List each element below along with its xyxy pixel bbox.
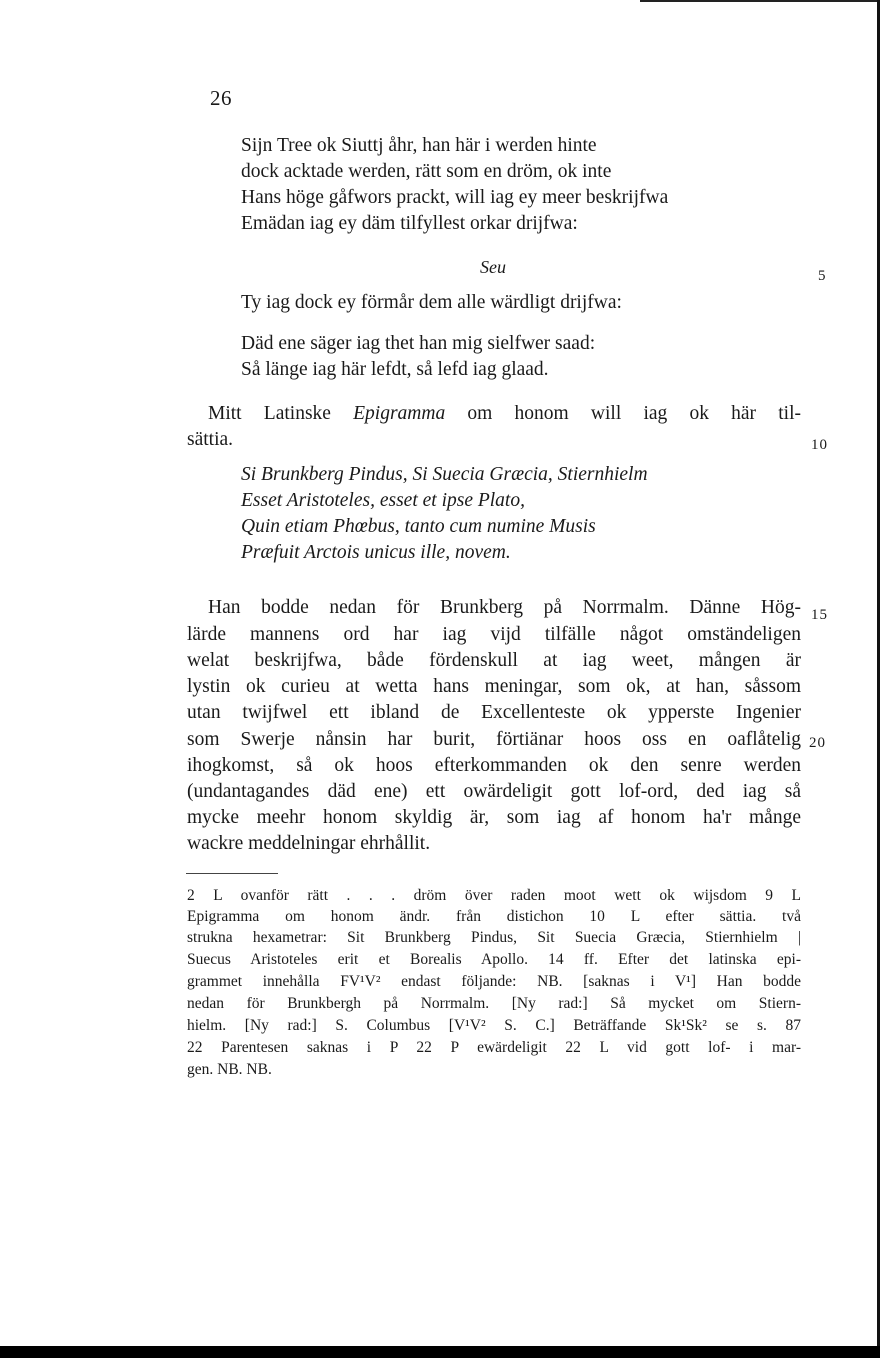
prose-line: (undantagandes däd ene) ett owärdeligit gott lof-ord, ded iag så <box>187 781 801 802</box>
scan-edge-top <box>640 0 880 2</box>
footnote-line: Suecus Aristoteles erit et Borealis Apollo. 14 ff. Efter det latinska epi- <box>187 951 801 968</box>
verse-line: Hans höge gåfwors prackt, will iag ey meer beskrijfwa <box>241 187 669 208</box>
footnote-line: nedan för Brunkbergh på Norrmalm. [Ny rad:] Så mycket om Stiern- <box>187 995 801 1012</box>
prose-line: welat beskrijfwa, både fördenskull at iag weet, mången är <box>187 650 801 671</box>
page-number: 26 <box>210 86 232 110</box>
intro-text-before: Mitt Latinske <box>208 403 354 424</box>
intro-text-after: om honom will iag ok här til- <box>445 403 801 424</box>
seu-heading: Seu <box>480 257 506 277</box>
verse-line: Sijn Tree ok Siuttj åhr, han här i werden hinte <box>241 135 597 156</box>
footnote-line: gen. NB. NB. <box>187 1061 272 1078</box>
variant-verse-line: Ty iag dock ey förmår dem alle wärdligt drijfwa: <box>241 292 622 313</box>
line-number: 10 <box>811 437 828 453</box>
latin-line: Esset Aristoteles, esset et ipse Plato, <box>241 490 525 511</box>
prose-line: mycke meehr honom skyldig är, som iag af honom ha'r månge <box>187 807 801 828</box>
footnote-line: 22 Parentesen saknas i P 22 P ewärdeligit 22 L vid gott lof- i mar- <box>187 1039 801 1056</box>
footnote-line: grammet innehålla FV¹V² endast följande: NB. [saknas i V¹] Han bodde <box>187 973 801 990</box>
latin-line: Præfuit Arctois unicus ille, novem. <box>241 542 511 563</box>
line-number: 20 <box>809 735 826 751</box>
intro-line <box>208 401 801 427</box>
latin-line: Quin etiam Phœbus, tanto cum numine Musis <box>241 516 596 537</box>
prose-line: utan twijfwel ett ibland de Excellenteste ok ypperste Ingenier <box>187 702 801 723</box>
footnote-line: 2 L ovanför rätt . . . dröm över raden moot wett ok wijsdom 9 L <box>187 887 801 904</box>
prose-line: lystin ok curieu at wetta hans meningar, som ok, at han, såssom <box>187 676 801 697</box>
line-number: 5 <box>818 268 827 284</box>
prose-line: wackre meddelningar ehrhållit. <box>187 833 431 854</box>
epigramma-term: Epigramma <box>353 403 446 424</box>
verse-line: dock acktade werden, rätt som en dröm, ok inte <box>241 161 612 182</box>
couplet-line: Däd ene säger iag thet han mig sielfwer saad: <box>241 333 596 354</box>
scan-edge-bottom <box>0 1346 880 1358</box>
footnote-line: hielm. [Ny rad:] S. Columbus [V¹V² S. C.] Beträffande Sk¹Sk² se s. 87 <box>187 1017 801 1034</box>
couplet-line: Så länge iag här lefdt, så lefd iag glaad. <box>241 359 549 380</box>
line-number: 15 <box>811 607 828 623</box>
footnote-line: strukna hexametrar: Sit Brunkberg Pindus, Sit Suecia Græcia, Stiernhielm | <box>187 929 801 946</box>
verse-line: Emädan iag ey däm tilfyllest orkar drijfwa: <box>241 213 578 234</box>
prose-line: Han bodde nedan för Brunkberg på Norrmalm. Dänne Hög- <box>208 597 801 618</box>
prose-line: lärde mannens ord har iag vijd tilfälle något omständeligen <box>187 624 801 645</box>
prose-line: ihogkomst, så ok hoos efterkommanden ok den senre werden <box>187 755 801 776</box>
intro-line-continued: sättia. <box>187 429 234 450</box>
footnote-rule <box>186 873 278 874</box>
footnote-line: Epigramma om honom ändr. från distichon 10 L efter sättia. två <box>187 908 801 925</box>
latin-line: Si Brunkberg Pindus, Si Suecia Græcia, Stiernhielm <box>241 464 648 485</box>
prose-line: som Swerje nånsin har burit, förtiänar hoos oss en oaflåtelig <box>187 729 801 750</box>
